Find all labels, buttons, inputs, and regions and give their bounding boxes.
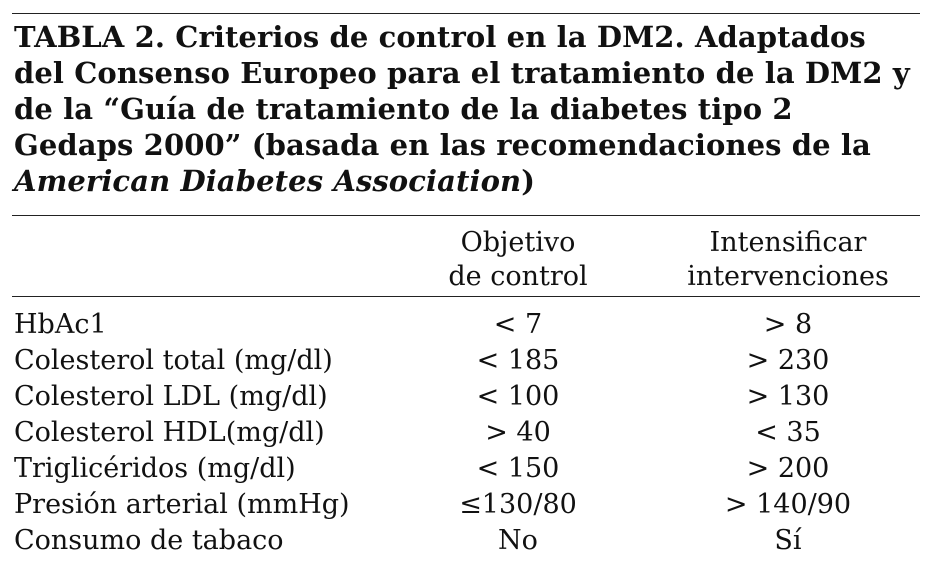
table-row	[14, 343, 920, 379]
table-row	[14, 307, 920, 343]
row-objetivo-value: ≤130/80	[459, 489, 577, 520]
table-row	[14, 415, 920, 451]
table-body	[14, 307, 920, 559]
table-row	[14, 451, 920, 487]
column-header-intensificar-line2: intervenciones	[687, 261, 889, 292]
row-label: Colesterol total (mg/dl)	[14, 345, 333, 376]
row-intensificar-value: > 230	[746, 345, 830, 376]
row-objetivo-value: No	[498, 525, 538, 556]
row-label: Consumo de tabaco	[14, 525, 284, 556]
row-objetivo-value: < 100	[476, 381, 560, 412]
column-header-objetivo-line2: de control	[448, 261, 588, 292]
row-intensificar-value: > 140/90	[724, 489, 852, 520]
row-label: Colesterol LDL (mg/dl)	[14, 381, 328, 412]
caption-text: TABLA 2. Criterios de control en la DM2. Adaptados del Consenso Europeo para el tratamiento de la DM2 y de la “Guía de tratamiento de la diabetes tipo 2 Gedaps 2000” (basada en las recomendaciones de la	[14, 20, 910, 162]
row-intensificar-value: > 130	[746, 381, 830, 412]
row-intensificar-value: Sí	[774, 525, 802, 556]
row-objetivo-value: < 7	[493, 309, 543, 340]
row-intensificar-value: > 200	[746, 453, 830, 484]
row-intensificar-value: > 8	[763, 309, 813, 340]
table-row	[14, 523, 920, 559]
header-bottom-rule	[12, 296, 920, 297]
caption-italic-text: American Diabetes Association	[14, 164, 522, 198]
column-header-intensificar	[670, 226, 906, 294]
row-label: Colesterol HDL(mg/dl)	[14, 417, 325, 448]
row-label: HbAc1	[14, 309, 107, 340]
table-caption	[14, 19, 914, 199]
row-objetivo-value: < 185	[476, 345, 560, 376]
column-header-intensificar-line1: Intensificar	[709, 227, 867, 258]
caption-suffix: )	[521, 164, 536, 198]
table-row	[14, 379, 920, 415]
row-objetivo-value: < 150	[476, 453, 560, 484]
table-row	[14, 487, 920, 523]
row-objetivo-value: > 40	[485, 417, 551, 448]
row-label: Triglicéridos (mg/dl)	[14, 453, 296, 484]
header-top-rule	[12, 215, 920, 216]
top-rule	[12, 13, 920, 14]
row-intensificar-value: < 35	[755, 417, 821, 448]
row-label: Presión arterial (mmHg)	[14, 489, 350, 520]
column-header-objetivo-line1: Objetivo	[460, 227, 576, 258]
column-header-objetivo	[418, 226, 618, 294]
